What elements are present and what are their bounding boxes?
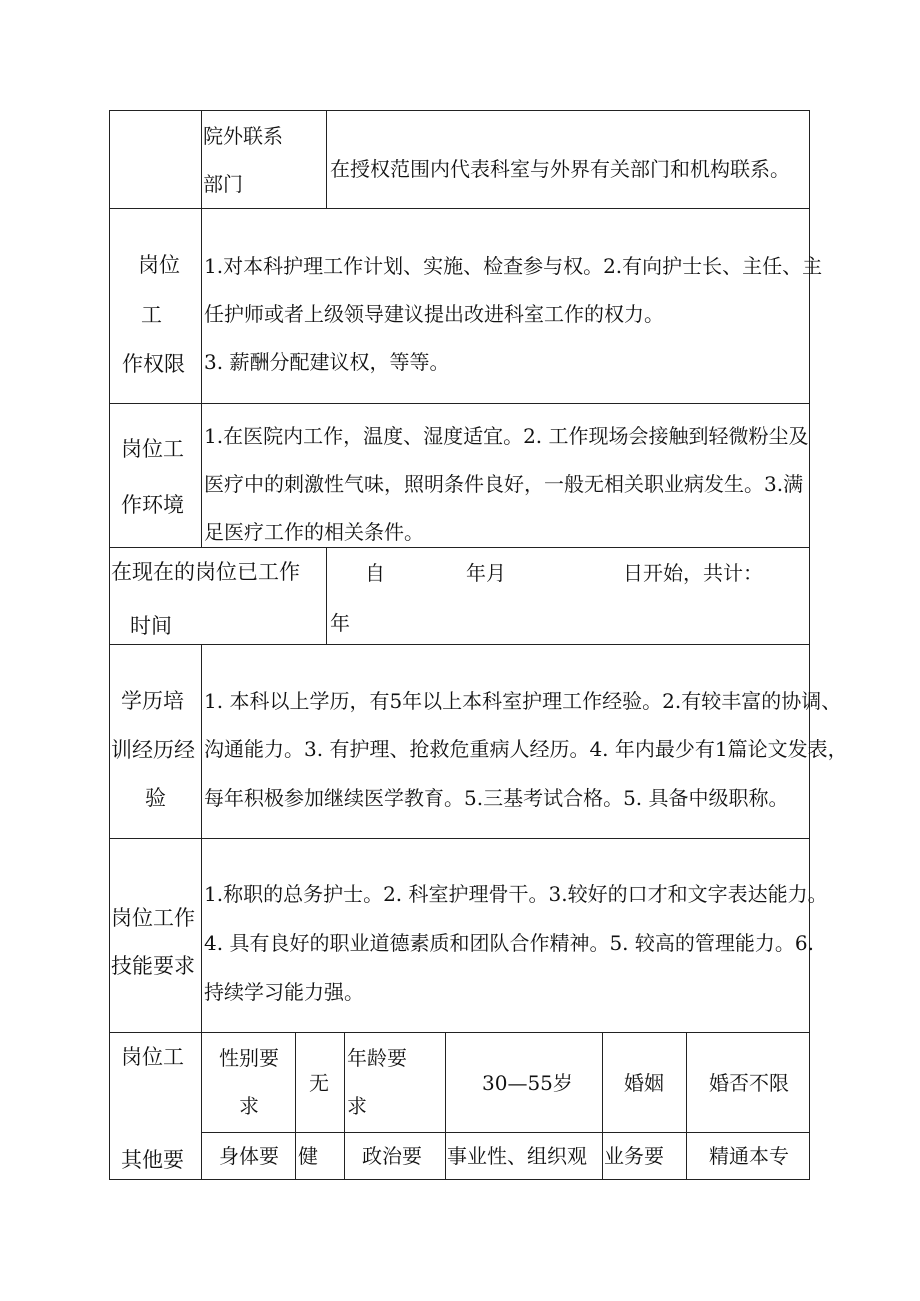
- environment-text-line3: 足医疗工作的相关条件。: [204, 520, 424, 544]
- worktime-divider: [326, 547, 327, 644]
- authority-label-line2: 工: [141, 303, 162, 327]
- other-divider-3: [445, 1032, 446, 1180]
- environment-label-line2: 作环境: [121, 493, 184, 517]
- other-divider-5: [686, 1032, 687, 1180]
- table-border-left: [109, 110, 110, 1180]
- politics-value: 事业性、组织观: [447, 1144, 587, 1168]
- label-divider-upper: [201, 110, 202, 547]
- other-divider-2: [344, 1032, 345, 1180]
- marriage-label: 婚姻: [624, 1071, 664, 1095]
- row-line-7: [201, 1132, 810, 1133]
- other-divider-4: [602, 1032, 603, 1180]
- education-text-line1: 1. 本科以上学历，有5年以上本科室护理工作经验。2.有较丰富的协调、: [204, 689, 842, 713]
- row-line-2: [109, 403, 810, 404]
- gender-value: 无: [309, 1071, 329, 1095]
- authority-label-line1: 岗位: [138, 253, 180, 277]
- body-label: 身体要: [219, 1144, 279, 1168]
- authority-text-line2: 任护师或者上级领导建议提出改进科室工作的权力。: [204, 302, 664, 326]
- education-label-line1: 学历培: [121, 689, 184, 713]
- education-label-line3: 验: [145, 786, 166, 810]
- worktime-label-line1: 在现在的岗位已工作: [111, 560, 300, 584]
- row-line-5: [109, 838, 810, 839]
- worktime-label-line2: 时间: [130, 614, 172, 638]
- skills-label-line2: 技能要求: [111, 954, 195, 978]
- row-line-6: [109, 1032, 810, 1033]
- row-line-3: [109, 547, 810, 548]
- skills-text-line2: 4. 具有良好的职业道德素质和团队合作精神。5. 较高的管理能力。6.: [204, 931, 814, 955]
- row-line-top: [109, 110, 810, 111]
- other-divider-1: [295, 1032, 296, 1180]
- marriage-value: 婚否不限: [709, 1071, 789, 1095]
- worktime-year-month: 年月: [466, 561, 506, 585]
- authority-text-line1: 1.对本科护理工作计划、实施、检查参与权。2.有向护士长、主任、主: [204, 254, 823, 278]
- gender-label-line2: 求: [239, 1094, 259, 1118]
- contact-sublabel-line2: 部门: [203, 172, 243, 196]
- contact-divider: [326, 110, 327, 208]
- politics-label: 政治要: [362, 1144, 422, 1168]
- row-line-4: [109, 644, 810, 645]
- worktime-year: 年: [330, 611, 350, 635]
- row-line-1: [109, 208, 810, 209]
- age-label-line2: 求: [347, 1094, 367, 1118]
- worktime-day-total: 日开始，共计：: [623, 561, 763, 585]
- environment-label-line1: 岗位工: [121, 437, 184, 461]
- other-label-line1: 岗位工: [121, 1045, 184, 1069]
- business-label: 业务要: [604, 1144, 664, 1168]
- contact-sublabel-line1: 院外联系: [203, 124, 283, 148]
- environment-text-line2: 医疗中的刺激性气味，照明条件良好，一般无相关职业病发生。3.满: [204, 472, 804, 496]
- skills-text-line3: 持续学习能力强。: [204, 980, 364, 1004]
- label-divider-lower: [201, 644, 202, 1180]
- contact-content: 在授权范围内代表科室与外界有关部门和机构联系。: [330, 157, 790, 181]
- worktime-from: 自: [365, 561, 385, 585]
- education-text-line3: 每年积极参加继续医学教育。5.三基考试合格。5. 具备中级职称。: [204, 786, 789, 810]
- gender-label-line1: 性别要: [219, 1046, 279, 1070]
- age-label-line1: 年龄要: [347, 1046, 407, 1070]
- row-line-bottom: [109, 1179, 810, 1180]
- authority-text-line3: 3. 薪酬分配建议权，等等。: [204, 350, 450, 374]
- other-label-line2: 其他要: [121, 1148, 184, 1172]
- education-label-line2: 训经历经: [111, 738, 195, 762]
- education-text-line2: 沟通能力。3. 有护理、抢救危重病人经历。4. 年内最少有1篇论文发表，: [204, 737, 848, 761]
- age-value: 30—55岁: [482, 1071, 573, 1095]
- skills-label-line1: 岗位工作: [111, 906, 195, 930]
- authority-label-line3: 作权限: [122, 352, 185, 376]
- body-value: 健: [298, 1144, 318, 1168]
- business-value: 精通本专: [709, 1144, 789, 1168]
- environment-text-line1: 1.在医院内工作，温度、湿度适宜。2. 工作现场会接触到轻微粉尘及: [204, 424, 809, 448]
- skills-text-line1: 1.称职的总务护士。2. 科室护理骨干。3.较好的口才和文字表达能力。: [204, 882, 828, 906]
